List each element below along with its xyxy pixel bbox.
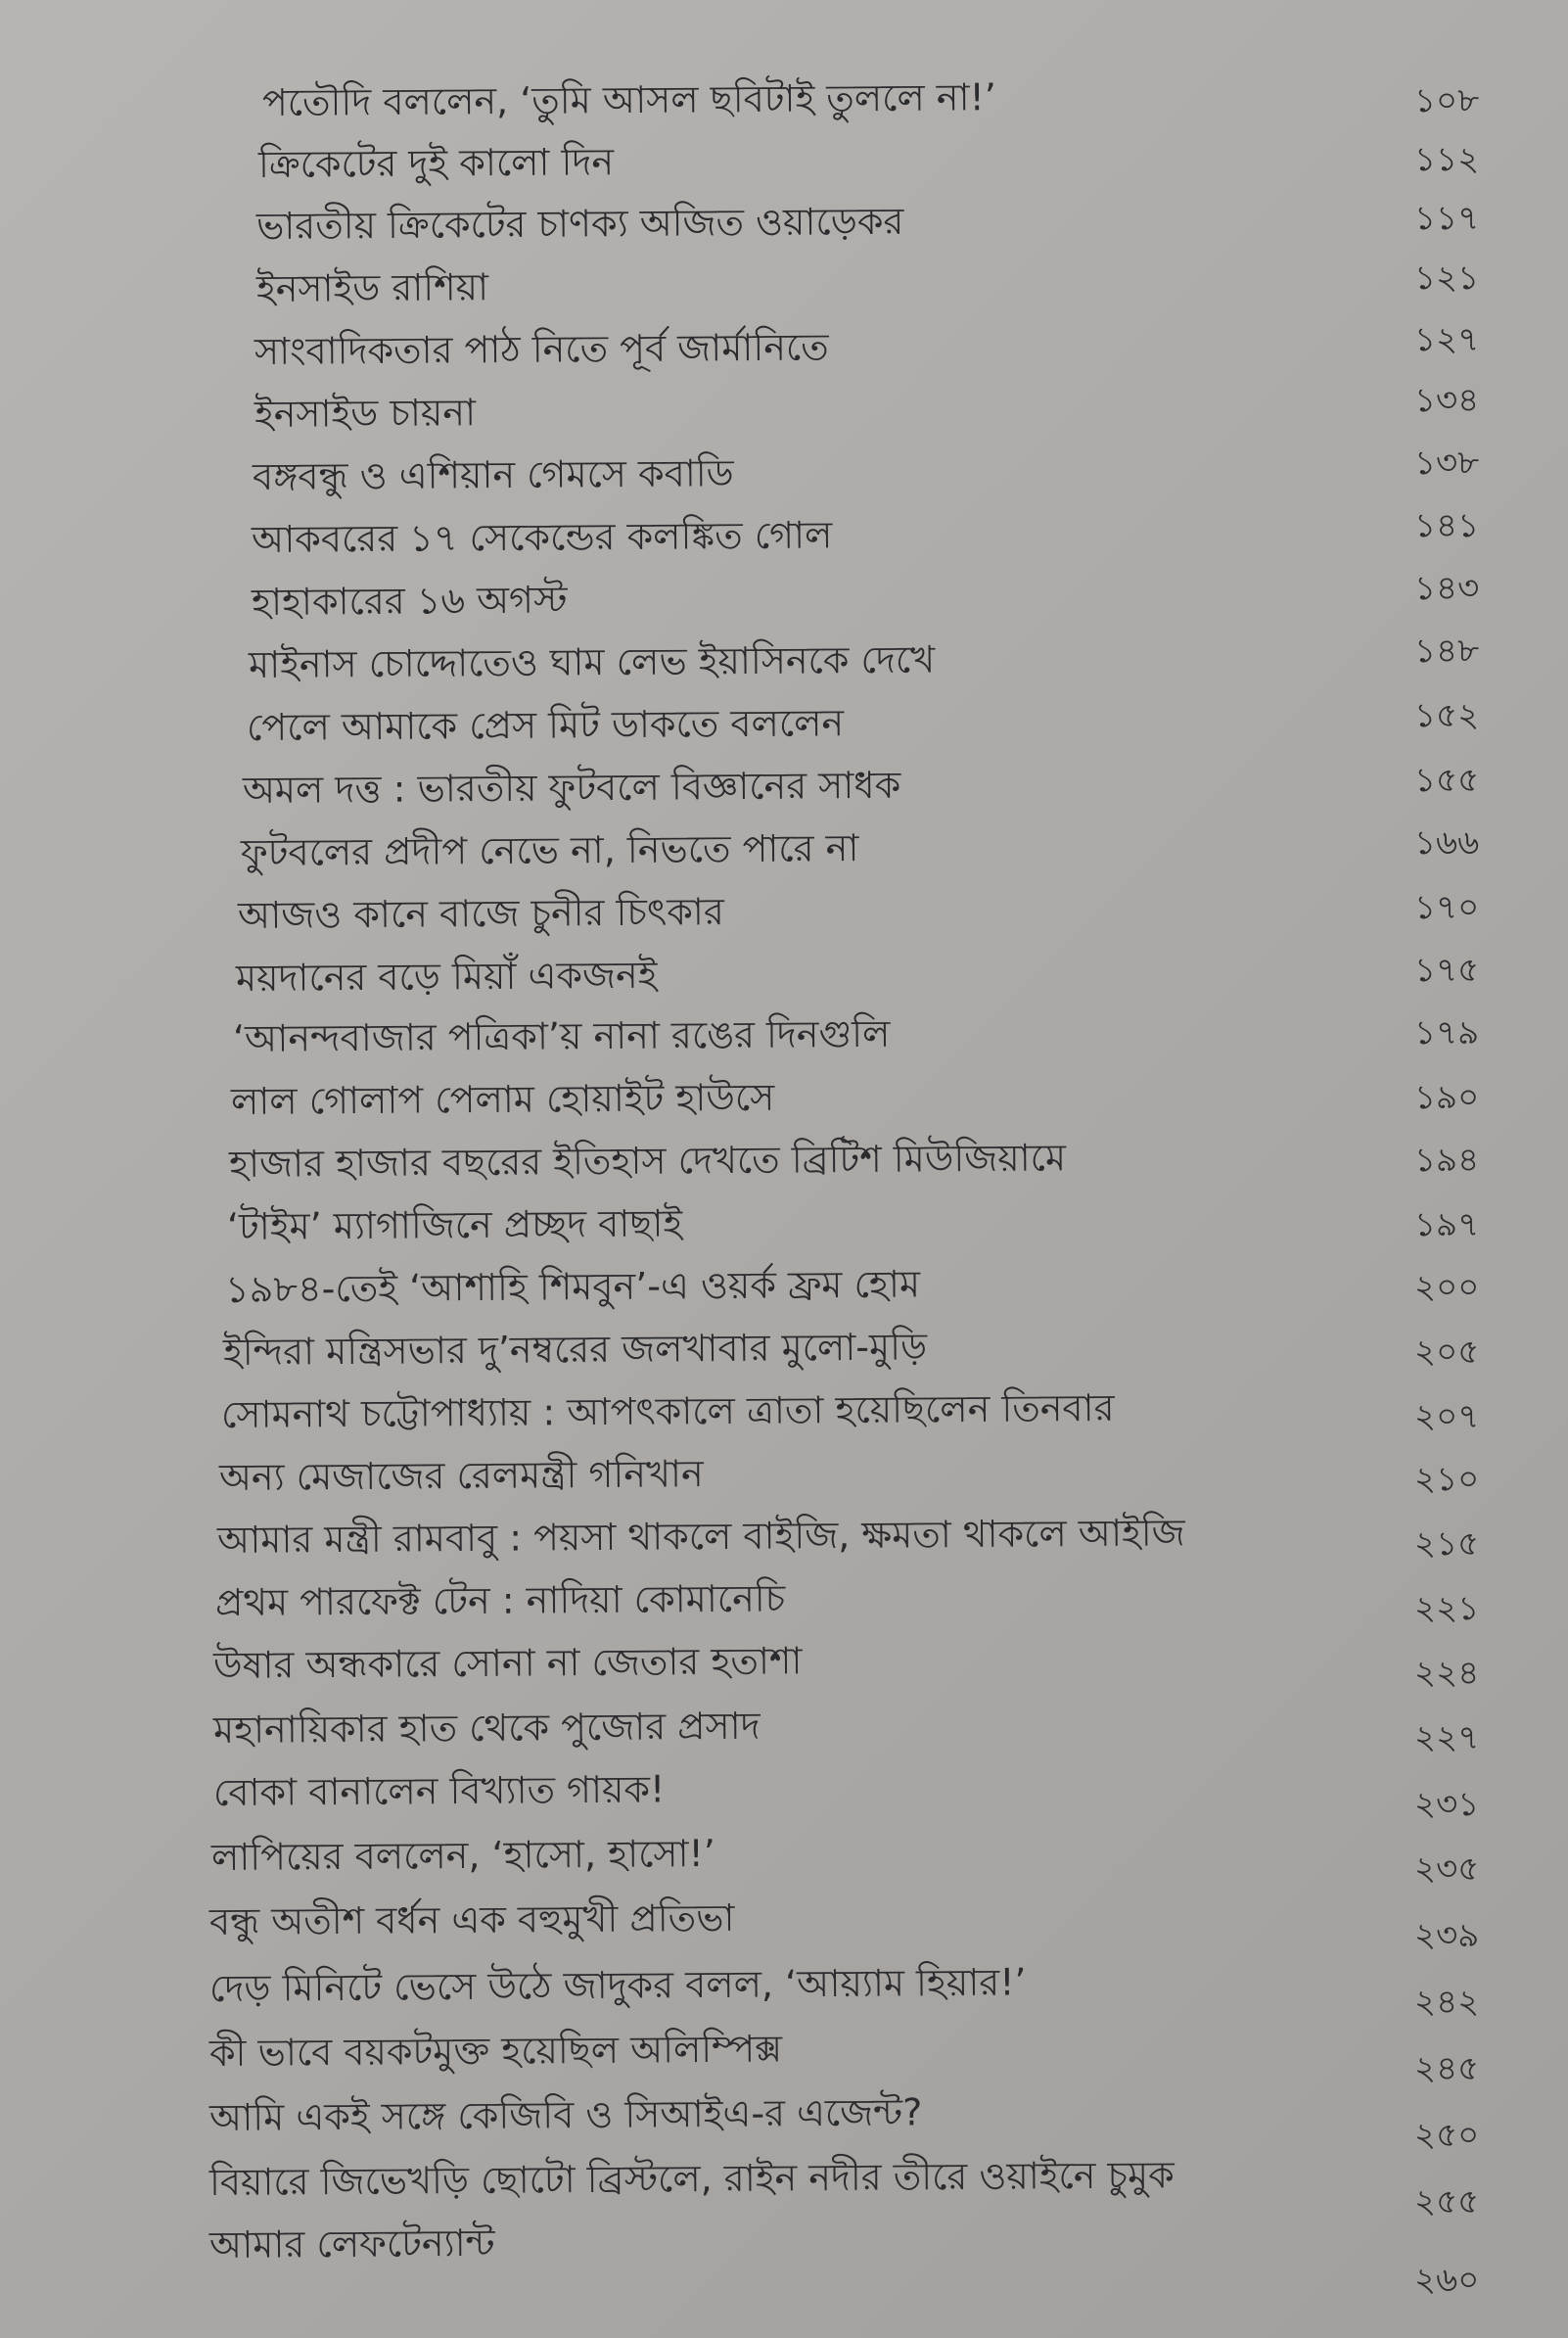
toc-entry-page: ১৭০ (1414, 888, 1480, 927)
toc-entry-title: মাইনাস চোদ্দোতেও ঘাম লেভ ইয়াসিনকে দেখে (248, 637, 936, 686)
toc-entry-page: ২৪২ (1414, 1983, 1480, 2022)
toc-entry-title: সাংবাদিকতার পাঠ নিতে পূর্ব জার্মানিতে (254, 325, 829, 373)
toc-entry-page: ১৫৫ (1414, 761, 1480, 800)
toc-entry-page: ১৪১ (1414, 506, 1480, 545)
toc-entry-title: ইন্দিরা মন্ত্রিসভার দু’নম্বরের জলখাবার মুলো-মুড়ি (222, 1325, 928, 1374)
toc-entry-title: কী ভাবে বয়কটমুক্ত হয়েছিল অলিম্পিক্স (208, 2027, 783, 2075)
toc-entry-title: আমি একই সঙ্গে কেজিবি ও সিআইএ-র এজেন্ট? (208, 2090, 923, 2139)
toc-entry-page: ১৯৭ (1414, 1205, 1480, 1244)
toc-entry-title: ‘টাইম’ ম্যাগাজিনে প্রচ্ছদ বাছাই (226, 1201, 683, 1248)
toc-entry-title: ফুটবলের প্রদীপ নেভে না, নিভতে পারে না (240, 826, 859, 874)
toc-entry-title: ময়দানের বড়ে মিয়াঁ একজনই (235, 953, 658, 1000)
toc-entry-title: হাজার হাজার বছরের ইতিহাস দেখতে ব্রিটিশ মিউজিয়ামে (228, 1136, 1067, 1186)
toc-entry-page: ১৯০ (1414, 1078, 1480, 1117)
toc-entry-page: ১১২ (1414, 140, 1480, 179)
toc-entry-title: বঙ্গবন্ধু ও এশিয়ান গেমসে কবাডি (252, 451, 734, 498)
toc-entry-page: ২০০ (1414, 1268, 1480, 1307)
toc-entry-title: উষার অন্ধকারে সোনা না জেতার হতাশা (212, 1639, 803, 1687)
toc-entry-page: ১২৭ (1414, 320, 1480, 359)
toc-entry-page: ১৩৮ (1414, 444, 1480, 483)
toc-entry-title: ভারতীয় ক্রিকেটের চাণক্য অজিত ওয়াড়েকর (255, 199, 904, 248)
toc-entry-title: আকবরের ১৭ সেকেন্ডের কলঙ্কিত গোল (251, 513, 833, 561)
toc-entry-page: ২০৫ (1414, 1333, 1480, 1372)
toc-entry-page: ১৭৯ (1414, 1013, 1480, 1052)
toc-entry-page: ১০৮ (1414, 81, 1480, 120)
toc-entry-page: ২৩৯ (1414, 1916, 1480, 1955)
toc-entry-title: বোকা বানালেন বিখ্যাত গায়ক! (212, 1767, 666, 1814)
toc-entry-page: ২১০ (1414, 1460, 1480, 1499)
toc-entry-title: আমার লেফটেন্যান্ট (208, 2221, 495, 2267)
toc-entry-title: লাপিয়ের বললেন, ‘হাসো, হাসো!’ (210, 1831, 715, 1879)
toc-entry-title: আমার মন্ত্রী রামবাবু : পয়সা থাকলে বাইজি, ক্ষমতা থাকলে আইজি (216, 1511, 1185, 1562)
toc-entry-page: ২৩১ (1414, 1785, 1480, 1824)
toc-entry-title: প্রথম পারফেক্ট টেন : নাদিয়া কোমানেচি (214, 1576, 786, 1624)
toc-entry-title: অন্য মেজাজের রেলমন্ত্রী গনিখান (218, 1452, 704, 1499)
toc-entry-page: ১৪৮ (1414, 631, 1480, 671)
toc-entry-title: পেলে আমাকে প্রেস মিট ডাকতে বললেন (246, 701, 845, 749)
toc-entry-title: হাহাকারের ১৬ অগস্ট (251, 578, 568, 624)
toc-entry-title: সোমনাথ চট্টোপাধ্যায় : আপৎকালে ত্রাতা হয়েছিলেন তিনবার (220, 1385, 1115, 1436)
toc-entry-title: আজও কানে বাজে চুনীর চিৎকার (237, 890, 724, 937)
toc-entry-page: ১৬৬ (1414, 823, 1480, 863)
toc-entry-title: বন্ধু অতীশ বর্ধন এক বহুমুখী প্রতিভা (208, 1895, 735, 1943)
toc-entry-page: ২৫৫ (1414, 2182, 1480, 2221)
toc-entry-page: ১৪৩ (1414, 569, 1480, 608)
toc-entry-page: ১৯৪ (1414, 1141, 1480, 1180)
toc-entry-title: অমল দত্ত : ভারতীয় ফুটবলে বিজ্ঞানের সাধক (242, 763, 901, 812)
toc-entry-page: ২২১ (1414, 1589, 1480, 1628)
toc-entry-title: ক্রিকেটের দুই কালো দিন (257, 140, 615, 186)
toc-entry-page: ১৩৪ (1414, 381, 1480, 420)
toc-entry-title: ১৯৮৪-তেই ‘আশাহি শিমবুন’-এ ওয়র্ক ফ্রম হোম (224, 1262, 921, 1311)
toc-entry-page: ১৭৫ (1414, 951, 1480, 990)
toc-entry-page: ২৪৫ (1414, 2049, 1480, 2088)
toc-entry-title: মহানায়িকার হাত থেকে পুজোর প্রসাদ (212, 1704, 761, 1752)
toc-entry-title: ইনসাইড রাশিয়া (255, 265, 489, 310)
toc-entry-page: ১২১ (1414, 258, 1480, 298)
toc-entry-page: ২১৫ (1414, 1524, 1480, 1564)
toc-entry-title: পতৌদি বললেন, ‘তুমি আসল ছবিটাই তুললে না!’ (261, 75, 996, 124)
toc-entry-title: ‘আনন্দবাজার পত্রিকা’য় নানা রঙের দিনগুলি (232, 1011, 891, 1060)
toc-entry-page: ১১৭ (1414, 199, 1480, 238)
toc-entry-page: ২২৪ (1414, 1654, 1480, 1693)
toc-entry-title: ইনসাইড চায়না (254, 391, 477, 436)
toc-entry-title: দেড় মিনিটে ভেসে উঠে জাদুকর বলল, ‘আয়্যাম হিয়ার!’ (208, 1960, 1027, 2010)
toc-entry-page: ২৬০ (1414, 2261, 1480, 2300)
toc-entry-page: ২০৭ (1414, 1397, 1480, 1436)
toc-entry-page: ২৫০ (1414, 2116, 1480, 2155)
toc-entry-title: বিয়ারে জিভেখড়ি ছোটো ব্রিস্টলে, রাইন নদীর তীরে ওয়াইনে চুমুক (208, 2153, 1175, 2204)
toc-entry-page: ১৫২ (1414, 696, 1480, 735)
toc-entry-page: ২৩৫ (1414, 1849, 1480, 1889)
toc-entry-page: ২২৭ (1414, 1718, 1480, 1757)
toc-entry-title: লাল গোলাপ পেলাম হোয়াইট হাউসে (230, 1075, 775, 1123)
